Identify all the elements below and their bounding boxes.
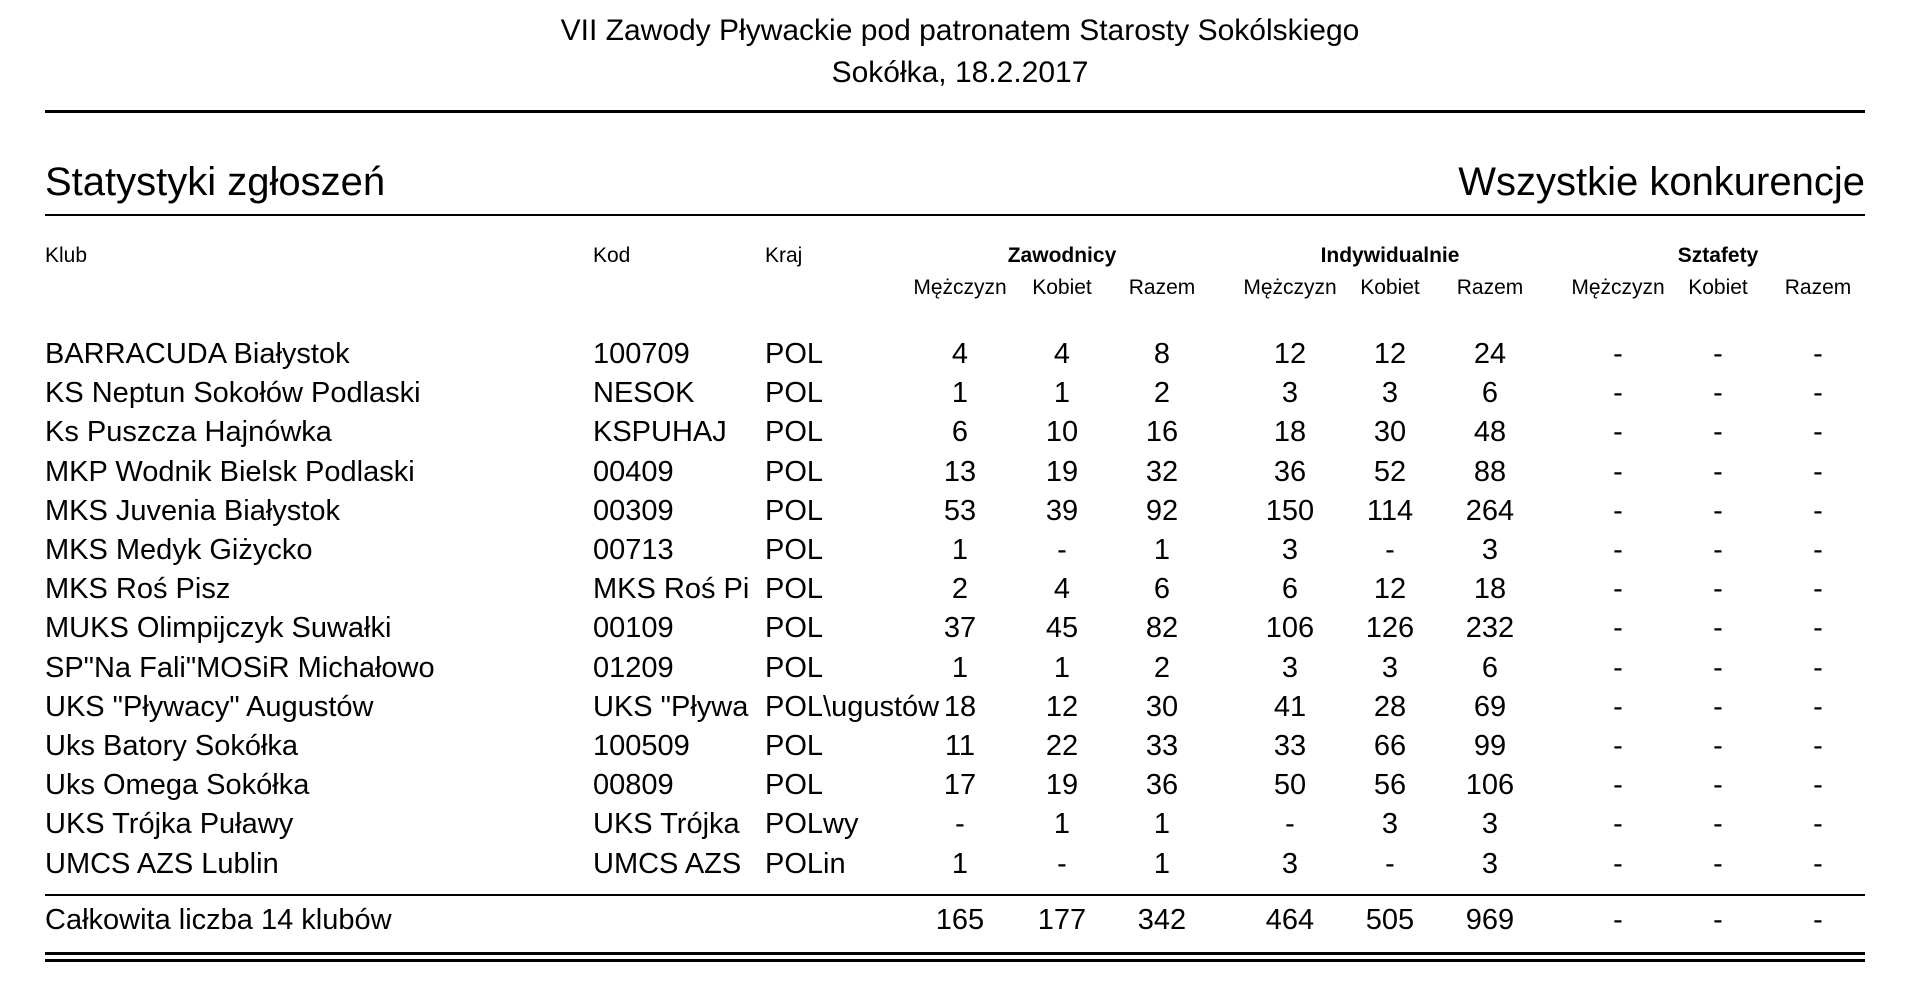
stat-value: 177 xyxy=(1037,904,1087,936)
table-row xyxy=(0,416,1920,454)
club-code: 01209 xyxy=(593,651,674,684)
stat-value: 165 xyxy=(935,904,985,936)
stat-value: 126 xyxy=(1365,612,1415,645)
stat-value: - xyxy=(1713,730,1723,762)
subheader-men: Mężczyzn xyxy=(913,276,1007,299)
table-row xyxy=(0,573,1920,611)
club-country: POL xyxy=(765,612,824,645)
stat-value: 4 xyxy=(1053,573,1071,606)
table-row xyxy=(0,769,1920,807)
stat-value: 12 xyxy=(1373,338,1407,370)
club-code: 00713 xyxy=(593,534,674,566)
stat-value: - xyxy=(1713,769,1723,802)
stat-value: 6 xyxy=(1481,651,1499,684)
stat-value: 1 xyxy=(951,847,969,880)
stat-value: - xyxy=(1813,377,1823,410)
stat-value: 342 xyxy=(1137,904,1187,936)
stat-value: 1 xyxy=(1053,377,1071,410)
stat-value: 92 xyxy=(1145,494,1179,527)
stat-value: - xyxy=(1713,904,1723,936)
club-name: UKS "Pływacy" Augustów xyxy=(45,690,374,723)
stat-value: 16 xyxy=(1145,416,1179,449)
stat-value: 22 xyxy=(1045,730,1079,762)
stat-value: - xyxy=(1813,690,1823,723)
club-code: UKS Trójka xyxy=(593,808,740,841)
subheader-total: Razem xyxy=(1784,276,1852,299)
column-header-country: Kraj xyxy=(765,244,803,267)
stat-value: - xyxy=(1713,455,1723,488)
stat-value: 17 xyxy=(943,769,977,802)
bottom-double-rule-bottom xyxy=(45,959,1865,962)
table-row xyxy=(0,652,1920,690)
stat-value: 36 xyxy=(1145,769,1179,802)
stat-value: 50 xyxy=(1273,769,1307,802)
club-name: Ks Puszcza Hajnówka xyxy=(45,416,332,449)
stat-value: 66 xyxy=(1373,730,1407,762)
stat-value: - xyxy=(1813,730,1823,762)
section-scope: Wszystkie konkurencje xyxy=(1458,160,1865,204)
column-header-code: Kod xyxy=(593,244,631,267)
stat-value: 56 xyxy=(1373,769,1407,802)
stat-value: - xyxy=(1813,847,1823,880)
stat-value: 69 xyxy=(1473,690,1507,723)
stat-value: - xyxy=(1613,847,1623,880)
stat-value: - xyxy=(1813,534,1823,566)
stat-value: 2 xyxy=(1153,377,1171,410)
stat-value: - xyxy=(1813,904,1823,936)
stat-value: 3 xyxy=(1281,847,1299,880)
stat-value: 3 xyxy=(1481,847,1499,880)
stat-value: - xyxy=(1057,847,1067,880)
stat-value: 1 xyxy=(951,651,969,684)
stat-value: - xyxy=(1813,769,1823,802)
stat-value: - xyxy=(1713,416,1723,449)
club-country: POL xyxy=(765,730,824,762)
bottom-double-rule-top xyxy=(45,952,1865,955)
stat-value: 3 xyxy=(1281,534,1299,566)
stat-value: 1 xyxy=(1053,808,1071,841)
stat-value: 3 xyxy=(1381,808,1399,841)
stat-value: 52 xyxy=(1373,455,1407,488)
stat-value: 106 xyxy=(1465,769,1515,802)
club-country: POL xyxy=(765,416,824,449)
stat-value: 6 xyxy=(1481,377,1499,410)
stat-value: 464 xyxy=(1265,904,1315,936)
stat-value: 48 xyxy=(1473,416,1507,449)
table-row xyxy=(0,808,1920,846)
club-code: 100509 xyxy=(593,730,690,762)
club-code: 00309 xyxy=(593,494,674,527)
stat-value: - xyxy=(1813,651,1823,684)
stat-value: 6 xyxy=(1153,573,1171,606)
club-country: POL xyxy=(765,455,824,488)
total-rule xyxy=(45,894,1865,896)
stat-value: 33 xyxy=(1145,730,1179,762)
stat-value: - xyxy=(1613,416,1623,449)
club-country: POLin xyxy=(765,847,846,880)
group-header-competitors: Zawodnicy xyxy=(1007,244,1117,267)
stat-value: - xyxy=(1713,534,1723,566)
stat-value: 18 xyxy=(943,690,977,723)
stat-value: - xyxy=(1613,769,1623,802)
stat-value: 8 xyxy=(1153,338,1171,370)
stat-value: 264 xyxy=(1465,494,1515,527)
subheader-women: Kobiet xyxy=(1688,276,1748,299)
stat-value: - xyxy=(1385,847,1395,880)
stat-value: 18 xyxy=(1473,573,1507,606)
stat-value: 12 xyxy=(1373,573,1407,606)
stat-value: 4 xyxy=(951,338,969,370)
club-name: Całkowita liczba 14 klubów xyxy=(45,904,392,936)
table-row xyxy=(0,730,1920,768)
table-row xyxy=(0,534,1920,572)
stat-value: - xyxy=(1613,808,1623,841)
group-header-relays: Sztafety xyxy=(1677,244,1759,267)
stat-value: - xyxy=(1057,534,1067,566)
stat-value: 3 xyxy=(1281,377,1299,410)
stat-value: 3 xyxy=(1381,377,1399,410)
club-name: MKS Roś Pisz xyxy=(45,573,231,606)
stat-value: - xyxy=(1613,455,1623,488)
section-title: Statystyki zgłoszeń xyxy=(45,160,386,204)
stat-value: 150 xyxy=(1265,494,1315,527)
club-name: SP"Na Fali"MOSiR Michałowo xyxy=(45,651,435,684)
stat-value: 53 xyxy=(943,494,977,527)
club-country: POL xyxy=(765,769,824,802)
stat-value: 6 xyxy=(951,416,969,449)
club-name: MKP Wodnik Bielsk Podlaski xyxy=(45,455,415,488)
stat-value: 3 xyxy=(1381,651,1399,684)
club-country: POL xyxy=(765,338,824,370)
table-row xyxy=(0,848,1920,886)
section-rule xyxy=(45,214,1865,216)
club-code: KSPUHAJ xyxy=(593,416,727,449)
club-name: UMCS AZS Lublin xyxy=(45,847,279,880)
club-country: POL xyxy=(765,534,824,566)
stat-value: - xyxy=(1813,416,1823,449)
club-code: 00809 xyxy=(593,769,674,802)
stat-value: 4 xyxy=(1053,338,1071,370)
stat-value: - xyxy=(1613,612,1623,645)
club-code: 00409 xyxy=(593,455,674,488)
stat-value: 33 xyxy=(1273,730,1307,762)
column-header-club: Klub xyxy=(45,244,88,267)
club-code: UMCS AZS xyxy=(593,847,742,880)
top-rule xyxy=(45,110,1865,113)
stat-value: 30 xyxy=(1373,416,1407,449)
stat-value: - xyxy=(1713,494,1723,527)
table-row xyxy=(0,495,1920,533)
stat-value: 1 xyxy=(1153,534,1171,566)
stat-value: 1 xyxy=(951,377,969,410)
stat-value: 1 xyxy=(951,534,969,566)
stat-value: - xyxy=(1713,808,1723,841)
stat-value: 30 xyxy=(1145,690,1179,723)
stat-value: - xyxy=(1813,338,1823,370)
stat-value: 232 xyxy=(1465,612,1515,645)
stat-value: 36 xyxy=(1273,455,1307,488)
report-title: VII Zawody Pływackie pod patronatem Starosty Sokólskiego xyxy=(560,14,1360,47)
stat-value: - xyxy=(1613,904,1623,936)
stat-value: - xyxy=(1385,534,1395,566)
club-name: MUKS Olimpijczyk Suwałki xyxy=(45,612,392,645)
subheader-men: Mężczyzn xyxy=(1571,276,1665,299)
stat-value: - xyxy=(1713,338,1723,370)
club-country: POLwy xyxy=(765,808,859,841)
table-row xyxy=(0,456,1920,494)
stat-value: - xyxy=(1813,573,1823,606)
stat-value: 2 xyxy=(1153,651,1171,684)
club-name: MKS Juvenia Białystok xyxy=(45,494,340,527)
stat-value: 41 xyxy=(1273,690,1307,723)
stat-value: 39 xyxy=(1045,494,1079,527)
club-country: POL xyxy=(765,651,824,684)
stat-value: 3 xyxy=(1481,534,1499,566)
stat-value: 37 xyxy=(943,612,977,645)
stat-value: - xyxy=(1813,612,1823,645)
club-country: POL xyxy=(765,377,824,410)
stat-value: 3 xyxy=(1281,651,1299,684)
stat-value: - xyxy=(1613,730,1623,762)
club-country: POL xyxy=(765,494,824,527)
stat-value: 106 xyxy=(1265,612,1315,645)
stat-value: 24 xyxy=(1473,338,1507,370)
stat-value: 32 xyxy=(1145,455,1179,488)
stat-value: - xyxy=(1613,573,1623,606)
stat-value: - xyxy=(1285,808,1295,841)
club-country: POL\ugustów xyxy=(765,690,940,723)
subheader-women: Kobiet xyxy=(1032,276,1092,299)
stat-value: 19 xyxy=(1045,455,1079,488)
club-code: 100709 xyxy=(593,338,690,370)
stat-value: - xyxy=(1713,612,1723,645)
stat-value: 1 xyxy=(1053,651,1071,684)
stat-value: 18 xyxy=(1273,416,1307,449)
stat-value: - xyxy=(955,808,965,841)
club-code: UKS "Pływa xyxy=(593,690,749,723)
stat-value: 1 xyxy=(1153,808,1171,841)
stat-value: - xyxy=(1813,808,1823,841)
stat-value: - xyxy=(1813,494,1823,527)
stat-value: 12 xyxy=(1045,690,1079,723)
stat-value: 1 xyxy=(1153,847,1171,880)
stat-value: 114 xyxy=(1366,494,1414,527)
stat-value: - xyxy=(1713,847,1723,880)
group-header-individual: Indywidualnie xyxy=(1320,244,1460,267)
stat-value: 45 xyxy=(1045,612,1079,645)
stat-value: 99 xyxy=(1473,730,1507,762)
stat-value: 2 xyxy=(951,573,969,606)
stat-value: 6 xyxy=(1281,573,1299,606)
club-name: BARRACUDA Białystok xyxy=(45,338,350,370)
club-code: NESOK xyxy=(593,377,695,410)
stat-value: 10 xyxy=(1045,416,1079,449)
stat-value: - xyxy=(1613,377,1623,410)
report-subtitle: Sokółka, 18.2.2017 xyxy=(831,56,1089,89)
stat-value: 28 xyxy=(1373,690,1407,723)
club-name: Uks Omega Sokółka xyxy=(45,769,310,802)
stat-value: 12 xyxy=(1273,338,1307,370)
club-name: MKS Medyk Giżycko xyxy=(45,534,313,566)
stat-value: - xyxy=(1613,494,1623,527)
table-row xyxy=(0,338,1920,376)
stat-value: 11 xyxy=(944,730,976,762)
stat-value: - xyxy=(1713,690,1723,723)
subheader-total: Razem xyxy=(1456,276,1524,299)
stat-value: - xyxy=(1713,573,1723,606)
club-country: POL xyxy=(765,573,824,606)
stat-value: 505 xyxy=(1365,904,1415,936)
subheader-total: Razem xyxy=(1128,276,1196,299)
stat-value: - xyxy=(1613,690,1623,723)
stat-value: - xyxy=(1613,651,1623,684)
club-code: MKS Roś Pi xyxy=(593,573,750,606)
club-name: Uks Batory Sokółka xyxy=(45,730,299,762)
stat-value: - xyxy=(1713,377,1723,410)
stat-value: 19 xyxy=(1045,769,1079,802)
subheader-women: Kobiet xyxy=(1360,276,1420,299)
stat-value: 13 xyxy=(943,455,977,488)
club-name: KS Neptun Sokołów Podlaski xyxy=(45,377,421,410)
table-row xyxy=(0,377,1920,415)
stat-value: 3 xyxy=(1481,808,1499,841)
club-code: 00109 xyxy=(593,612,674,645)
table-row xyxy=(0,612,1920,650)
stat-value: 88 xyxy=(1473,455,1507,488)
stat-value: - xyxy=(1713,651,1723,684)
table-row xyxy=(0,691,1920,729)
stat-value: 82 xyxy=(1145,612,1179,645)
stat-value: - xyxy=(1813,455,1823,488)
club-name: UKS Trójka Puławy xyxy=(45,808,294,841)
subheader-men: Mężczyzn xyxy=(1243,276,1337,299)
total-row xyxy=(0,904,1920,942)
stat-value: - xyxy=(1613,534,1623,566)
stat-value: - xyxy=(1613,338,1623,370)
stat-value: 969 xyxy=(1465,904,1515,936)
